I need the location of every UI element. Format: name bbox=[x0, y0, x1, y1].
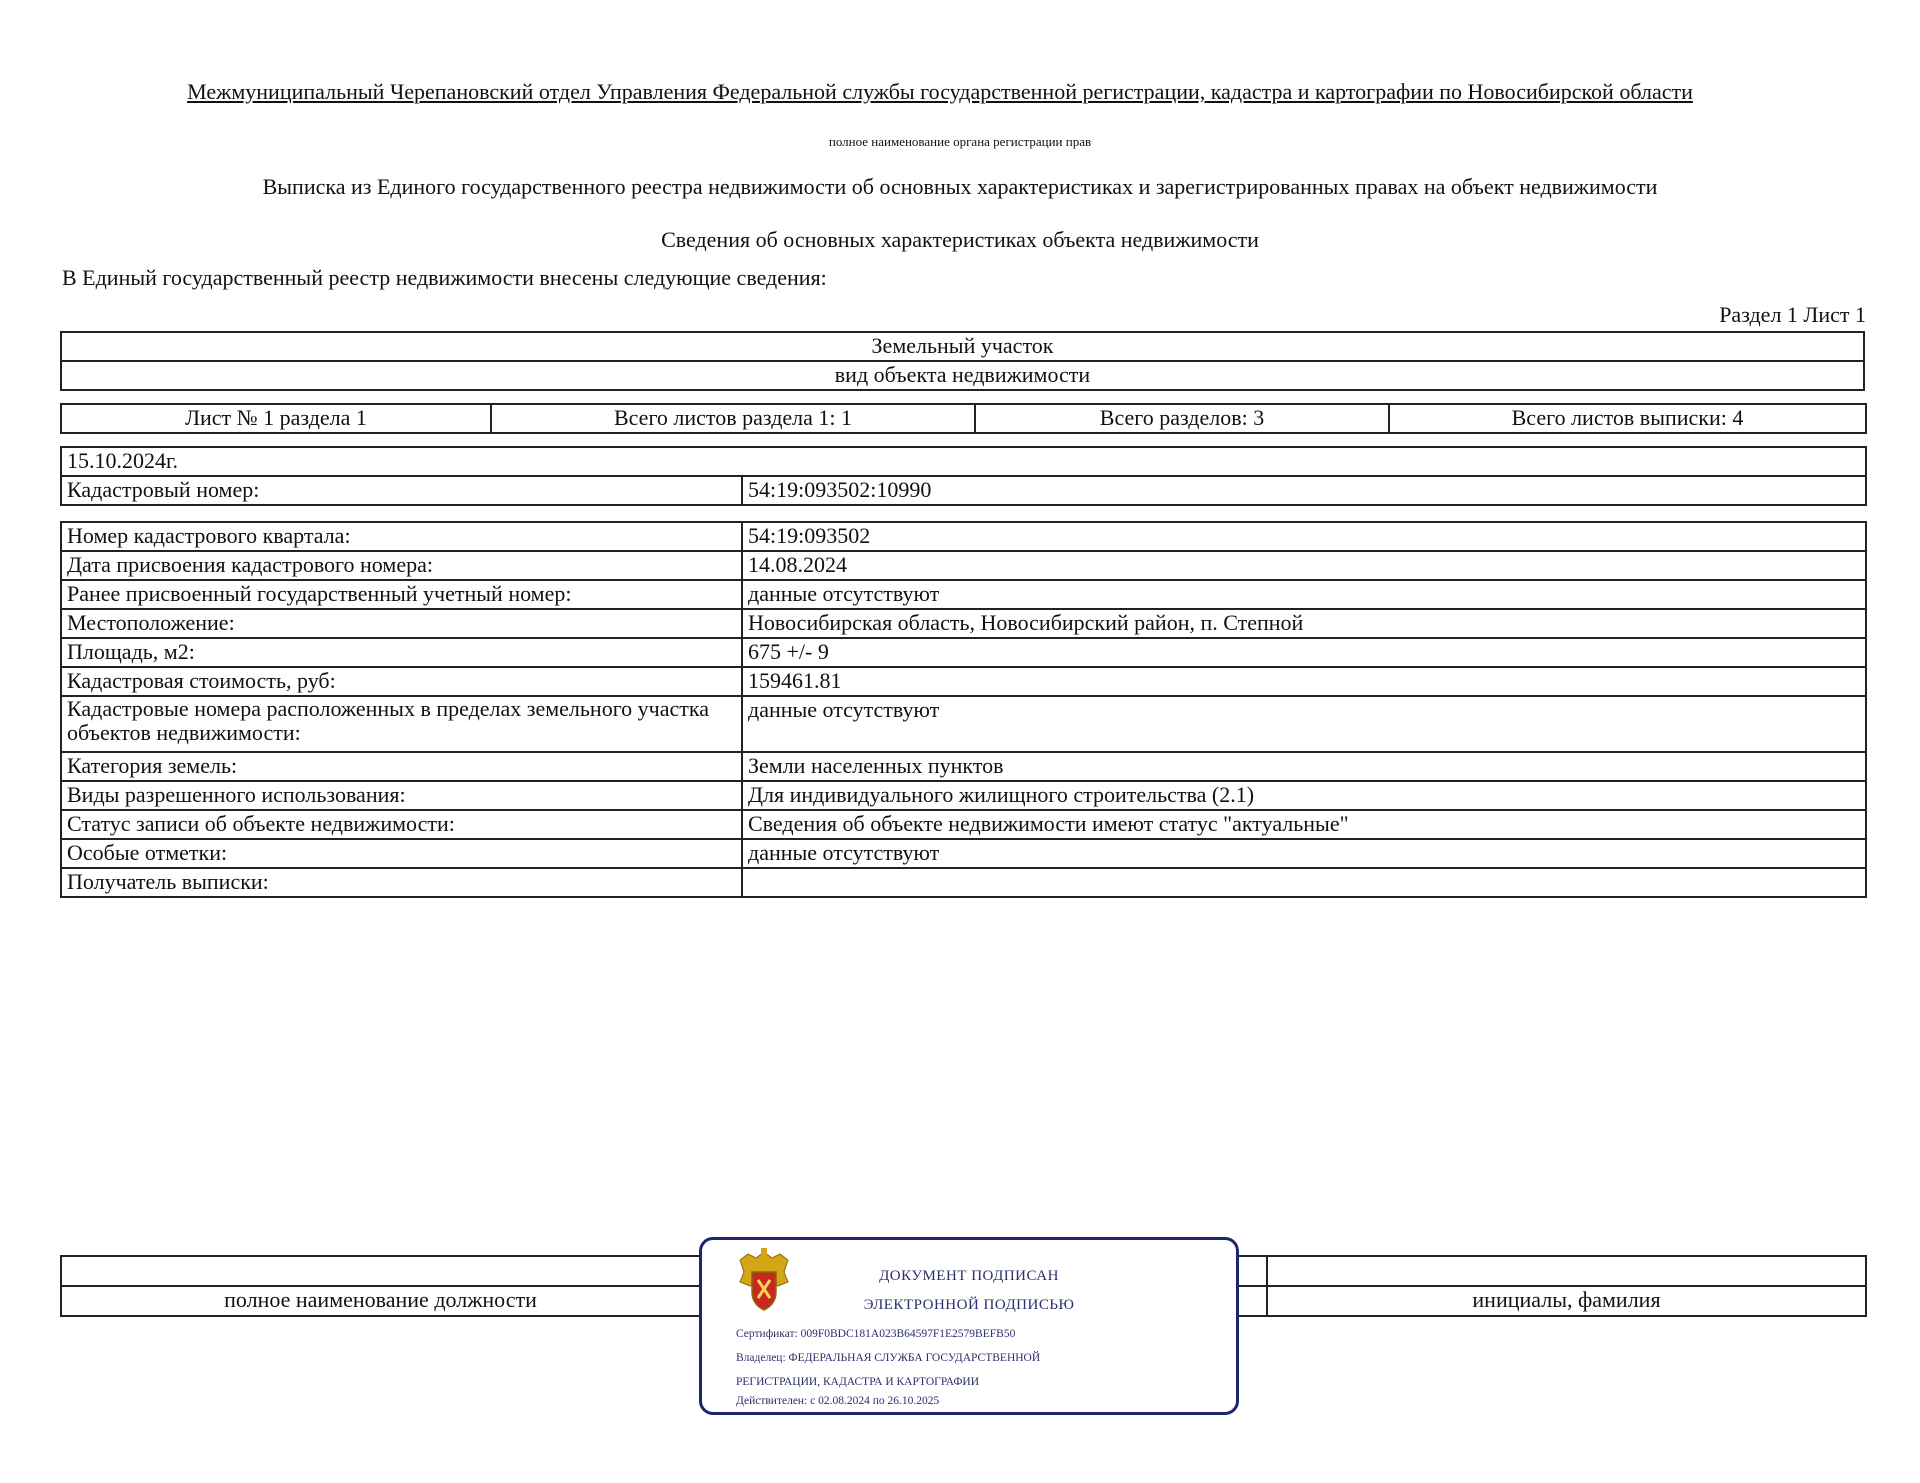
properties-table bbox=[60, 521, 1867, 898]
property-value: Для индивидуального жилищного строительства (2.1) bbox=[742, 781, 1866, 810]
table-row bbox=[61, 839, 1866, 868]
stamp-owner-line2: РЕГИСТРАЦИИ, КАДАСТРА И КАРТОГРАФИИ bbox=[736, 1376, 980, 1388]
position-blank bbox=[61, 1256, 700, 1286]
property-value: данные отсутствуют bbox=[742, 696, 1866, 752]
total-section-sheets: Всего листов раздела 1: 1 bbox=[491, 404, 975, 433]
table-row bbox=[61, 752, 1866, 781]
property-value: Новосибирская область, Новосибирский район, п. Степной bbox=[742, 609, 1866, 638]
property-value: Земли населенных пунктов bbox=[742, 752, 1866, 781]
object-type-table bbox=[60, 331, 1865, 391]
property-label: Дата присвоения кадастрового номера: bbox=[61, 551, 742, 580]
property-value: 54:19:093502 bbox=[742, 522, 1866, 551]
table-row bbox=[61, 609, 1866, 638]
table-row bbox=[61, 667, 1866, 696]
extract-title: Выписка из Единого государственного реестра недвижимости об основных характеристиках и зарегистрированных правах на объект недвижимости bbox=[262, 174, 1658, 199]
cadastral-number-label: Кадастровый номер: bbox=[61, 476, 742, 505]
table-row bbox=[61, 580, 1866, 609]
property-value: 675 +/- 9 bbox=[742, 638, 1866, 667]
sheets-table bbox=[60, 403, 1867, 434]
property-label: Категория земель: bbox=[61, 752, 742, 781]
stamp-subtitle: ЭЛЕКТРОННОЙ ПОДПИСЬЮ bbox=[863, 1297, 1075, 1313]
property-value: 159461.81 bbox=[742, 667, 1866, 696]
property-value: данные отсутствуют bbox=[742, 839, 1866, 868]
table-row bbox=[61, 522, 1866, 551]
total-sections: Всего разделов: 3 bbox=[975, 404, 1389, 433]
table-row bbox=[61, 810, 1866, 839]
intro-line: В Единый государственный реестр недвижимости внесены следующие сведения: bbox=[62, 265, 827, 290]
authority-name: Межмуниципальный Черепановский отдел Управления Федеральной службы государственной регистрации, кадастра и картографии по Новосибирской области bbox=[187, 79, 1693, 104]
table-row bbox=[61, 551, 1866, 580]
name-caption: инициалы, фамилия bbox=[1267, 1286, 1866, 1316]
property-label: Местоположение: bbox=[61, 609, 742, 638]
property-label: Номер кадастрового квартала: bbox=[61, 522, 742, 551]
electronic-signature-stamp bbox=[699, 1237, 1239, 1415]
property-label: Статус записи об объекте недвижимости: bbox=[61, 810, 742, 839]
table-row bbox=[61, 781, 1866, 810]
extract-date: 15.10.2024г. bbox=[61, 447, 1866, 476]
property-label: Виды разрешенного использования: bbox=[61, 781, 742, 810]
property-value: 14.08.2024 bbox=[742, 551, 1866, 580]
property-label: Особые отметки: bbox=[61, 839, 742, 868]
property-value: данные отсутствуют bbox=[742, 580, 1866, 609]
position-caption: полное наименование должности bbox=[61, 1286, 700, 1316]
sheet-number: Лист № 1 раздела 1 bbox=[61, 404, 491, 433]
property-label: Площадь, м2: bbox=[61, 638, 742, 667]
property-value: Сведения об объекте недвижимости имеют статус "актуальные" bbox=[742, 810, 1866, 839]
table-row bbox=[61, 638, 1866, 667]
section-sheet-label: Раздел 1 Лист 1 bbox=[1719, 302, 1866, 327]
object-type-caption: вид объекта недвижимости bbox=[61, 361, 1864, 390]
stamp-owner-line1: Владелец: ФЕДЕРАЛЬНАЯ СЛУЖБА ГОСУДАРСТВЕННОЙ bbox=[736, 1352, 1041, 1364]
property-label: Получатель выписки: bbox=[61, 868, 742, 897]
cadastral-table bbox=[60, 446, 1867, 506]
section-title: Сведения об основных характеристиках объекта недвижимости bbox=[661, 227, 1259, 252]
object-type: Земельный участок bbox=[61, 332, 1864, 361]
stamp-title: ДОКУМЕНТ ПОДПИСАН bbox=[879, 1268, 1059, 1284]
property-label: Кадастровые номера расположенных в пределах земельного участка объектов недвижимости: bbox=[61, 696, 742, 752]
name-blank bbox=[1267, 1256, 1866, 1286]
property-value bbox=[742, 868, 1866, 897]
table-row bbox=[61, 868, 1866, 897]
total-extract-sheets: Всего листов выписки: 4 bbox=[1389, 404, 1866, 433]
cadastral-number-value: 54:19:093502:10990 bbox=[742, 476, 1866, 505]
table-row bbox=[61, 696, 1866, 752]
authority-caption: полное наименование органа регистрации прав bbox=[828, 134, 1092, 149]
stamp-certificate: Сертификат: 009F0BDC181A023B64597F1E2579BEFB50 bbox=[736, 1328, 1016, 1340]
property-label: Ранее присвоенный государственный учетный номер: bbox=[61, 580, 742, 609]
stamp-validity: Действителен: с 02.08.2024 по 26.10.2025 bbox=[736, 1395, 940, 1407]
property-label: Кадастровая стоимость, руб: bbox=[61, 667, 742, 696]
